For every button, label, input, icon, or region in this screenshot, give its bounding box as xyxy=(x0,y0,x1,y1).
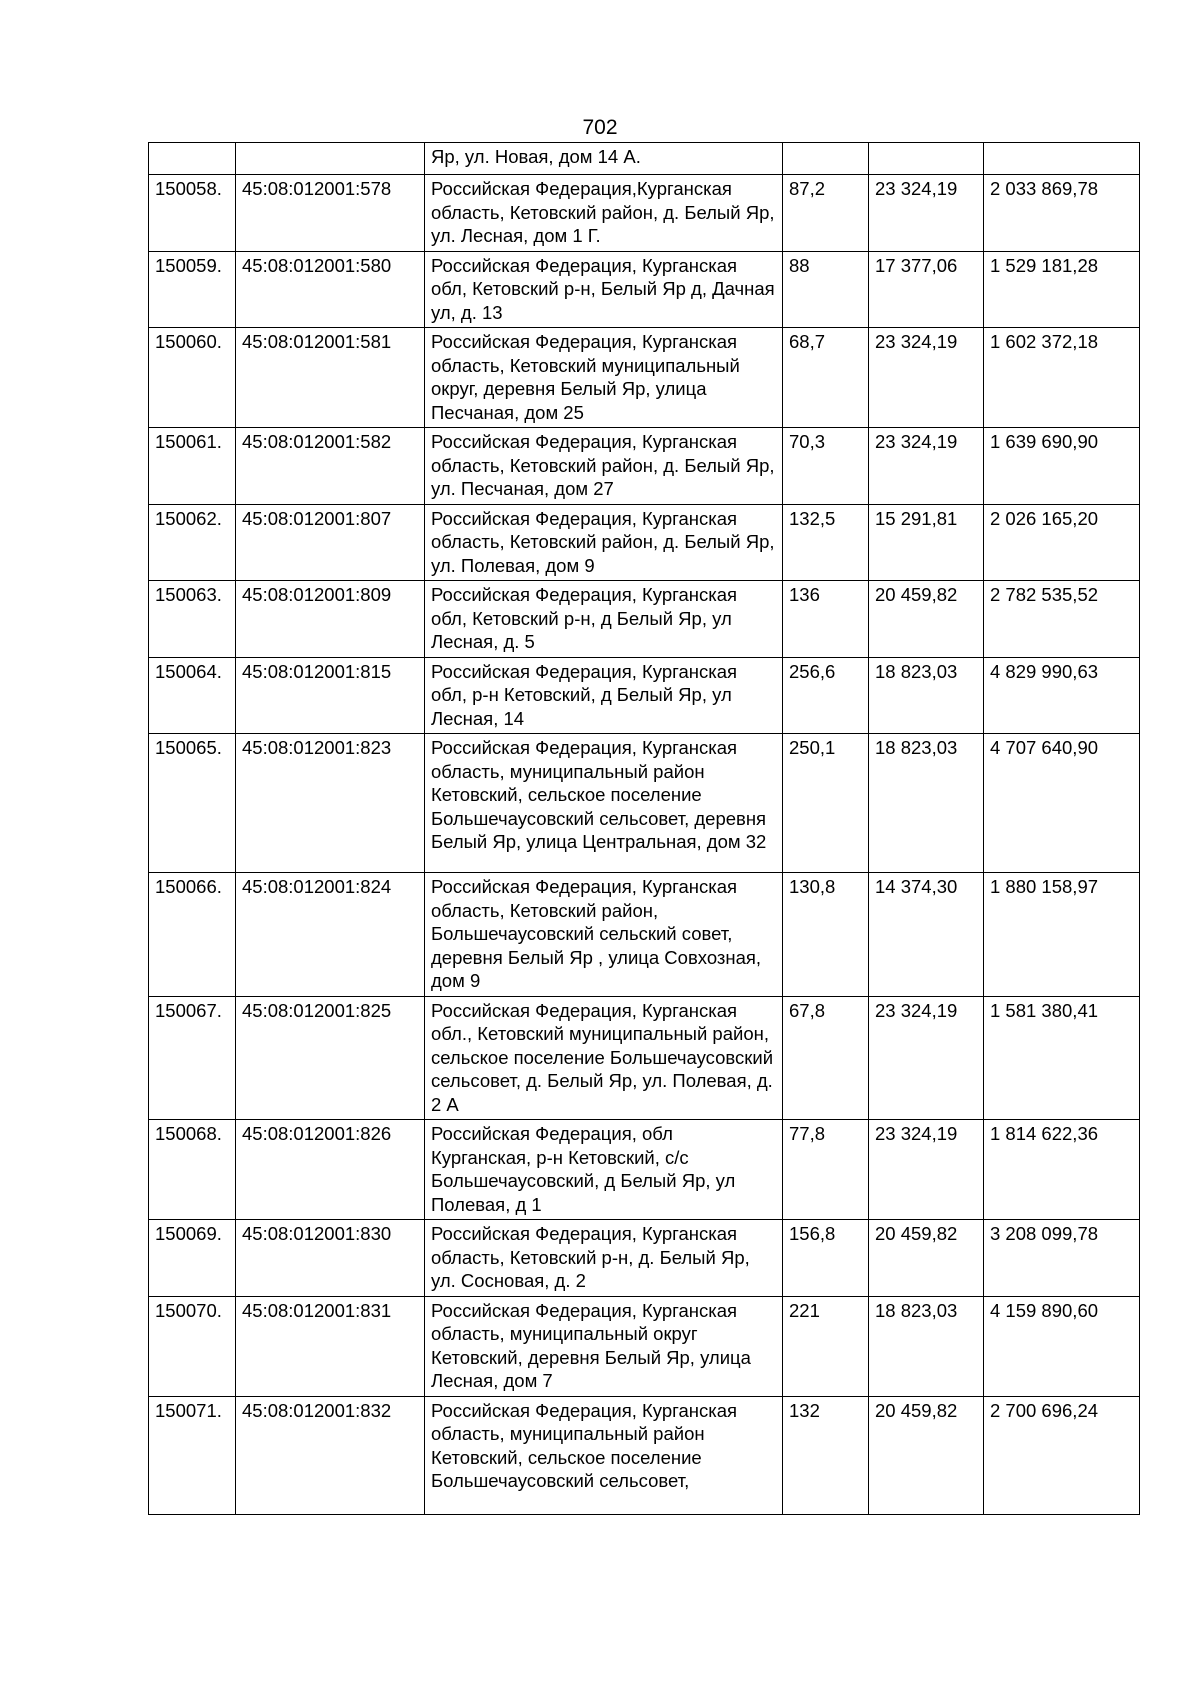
cadastral-number-cell xyxy=(236,143,425,175)
table-row xyxy=(149,996,1140,1120)
cadastral-value-cell: 1 602 372,18 xyxy=(984,328,1140,428)
row-number-cell: 150066. xyxy=(149,873,236,997)
row-number-cell: 150064. xyxy=(149,657,236,734)
cadastral-value-cell: 2 026 165,20 xyxy=(984,504,1140,581)
cadastral-number-cell: 45:08:012001:830 xyxy=(236,1220,425,1297)
cadastral-value-cell: 1 581 380,41 xyxy=(984,996,1140,1120)
cadastral-value-cell: 2 700 696,24 xyxy=(984,1396,1140,1514)
address-cell: Российская Федерация, Курганская область, муниципальный район Кетовский, сельское поселение Большечаусовский сельсовет, xyxy=(425,1396,783,1514)
area-cell: 87,2 xyxy=(783,175,869,252)
table-row xyxy=(149,873,1140,997)
area-cell: 136 xyxy=(783,581,869,658)
registry-table xyxy=(148,142,1140,1515)
area-cell: 68,7 xyxy=(783,328,869,428)
cadastral-number-cell: 45:08:012001:578 xyxy=(236,175,425,252)
cadastral-number-cell: 45:08:012001:824 xyxy=(236,873,425,997)
unit-value-cell: 20 459,82 xyxy=(869,1396,984,1514)
cadastral-number-cell: 45:08:012001:831 xyxy=(236,1296,425,1396)
area-cell: 77,8 xyxy=(783,1120,869,1220)
cadastral-number-cell: 45:08:012001:580 xyxy=(236,251,425,328)
area-cell: 256,6 xyxy=(783,657,869,734)
table-row xyxy=(149,1120,1140,1220)
row-number-cell: 150061. xyxy=(149,428,236,505)
unit-value-cell: 20 459,82 xyxy=(869,581,984,658)
cadastral-number-cell: 45:08:012001:582 xyxy=(236,428,425,505)
table-row xyxy=(149,328,1140,428)
row-number-cell: 150060. xyxy=(149,328,236,428)
area-cell: 88 xyxy=(783,251,869,328)
address-cell: Российская Федерация, Курганская обл, Кетовский р-н, Белый Яр д, Дачная ул, д. 13 xyxy=(425,251,783,328)
cadastral-value-cell: 4 159 890,60 xyxy=(984,1296,1140,1396)
area-cell: 250,1 xyxy=(783,734,869,873)
row-number-cell: 150070. xyxy=(149,1296,236,1396)
table-row xyxy=(149,581,1140,658)
row-number-cell: 150059. xyxy=(149,251,236,328)
cadastral-number-cell: 45:08:012001:809 xyxy=(236,581,425,658)
table-row xyxy=(149,734,1140,873)
address-cell: Российская Федерация, Курганская область, Кетовский район, д. Белый Яр, ул. Полевая, дом 9 xyxy=(425,504,783,581)
cadastral-value-cell: 1 639 690,90 xyxy=(984,428,1140,505)
cadastral-value-cell xyxy=(984,143,1140,175)
address-cell: Российская Федерация, обл Курганская, р-н Кетовский, с/с Большечаусовский, д Белый Яр, ул Полевая, д 1 xyxy=(425,1120,783,1220)
unit-value-cell: 14 374,30 xyxy=(869,873,984,997)
table-row xyxy=(149,428,1140,505)
address-cell: Российская Федерация, Курганская обл., Кетовский муниципальный район, сельское поселение Большечаусовский сельсовет, д. Белый Яр, ул. Полевая, д. 2 А xyxy=(425,996,783,1120)
table-row xyxy=(149,175,1140,252)
cadastral-value-cell: 2 782 535,52 xyxy=(984,581,1140,658)
cadastral-value-cell: 4 707 640,90 xyxy=(984,734,1140,873)
cadastral-number-cell: 45:08:012001:823 xyxy=(236,734,425,873)
address-cell: Российская Федерация, Курганская область, муниципальный округ Кетовский, деревня Белый Яр, улица Лесная, дом 7 xyxy=(425,1296,783,1396)
row-number-cell: 150071. xyxy=(149,1396,236,1514)
unit-value-cell: 23 324,19 xyxy=(869,328,984,428)
table-row xyxy=(149,657,1140,734)
unit-value-cell: 20 459,82 xyxy=(869,1220,984,1297)
cadastral-value-cell: 2 033 869,78 xyxy=(984,175,1140,252)
table-row xyxy=(149,1296,1140,1396)
table-row xyxy=(149,1220,1140,1297)
area-cell: 132,5 xyxy=(783,504,869,581)
unit-value-cell: 18 823,03 xyxy=(869,1296,984,1396)
row-number-cell: 150067. xyxy=(149,996,236,1120)
unit-value-cell: 23 324,19 xyxy=(869,175,984,252)
area-cell: 156,8 xyxy=(783,1220,869,1297)
area-cell: 67,8 xyxy=(783,996,869,1120)
unit-value-cell: 15 291,81 xyxy=(869,504,984,581)
table-row xyxy=(149,504,1140,581)
address-cell: Российская Федерация, Курганская обл, Кетовский р-н, д Белый Яр, ул Лесная, д. 5 xyxy=(425,581,783,658)
address-cell: Российская Федерация, Курганская область, Кетовский муниципальный округ, деревня Белый Яр, улица Песчаная, дом 25 xyxy=(425,328,783,428)
unit-value-cell: 23 324,19 xyxy=(869,1120,984,1220)
address-cell: Российская Федерация, Курганская обл, р-н Кетовский, д Белый Яр, ул Лесная, 14 xyxy=(425,657,783,734)
cadastral-value-cell: 4 829 990,63 xyxy=(984,657,1140,734)
row-number-cell: 150063. xyxy=(149,581,236,658)
row-number-cell: 150068. xyxy=(149,1120,236,1220)
address-cell: Российская Федерация, Курганская область, Кетовский р-н, д. Белый Яр, ул. Сосновая, д. 2 xyxy=(425,1220,783,1297)
unit-value-cell: 23 324,19 xyxy=(869,428,984,505)
cadastral-number-cell: 45:08:012001:826 xyxy=(236,1120,425,1220)
row-number-cell: 150065. xyxy=(149,734,236,873)
table-row xyxy=(149,1396,1140,1514)
cadastral-number-cell: 45:08:012001:825 xyxy=(236,996,425,1120)
cadastral-value-cell: 3 208 099,78 xyxy=(984,1220,1140,1297)
address-cell: Российская Федерация, Курганская область, Кетовский район, Большечаусовский сельский совет, деревня Белый Яр , улица Совхозная, дом 9 xyxy=(425,873,783,997)
cadastral-number-cell: 45:08:012001:815 xyxy=(236,657,425,734)
address-cell: Российская Федерация, Курганская область, Кетовский район, д. Белый Яр, ул. Песчаная, дом 27 xyxy=(425,428,783,505)
area-cell xyxy=(783,143,869,175)
row-number-cell: 150062. xyxy=(149,504,236,581)
row-number-cell xyxy=(149,143,236,175)
cadastral-number-cell: 45:08:012001:832 xyxy=(236,1396,425,1514)
address-cell: Российская Федерация, Курганская область, муниципальный район Кетовский, сельское поселение Большечаусовский сельсовет, деревня Белый Яр, улица Центральная, дом 32 xyxy=(425,734,783,873)
row-number-cell: 150058. xyxy=(149,175,236,252)
unit-value-cell: 23 324,19 xyxy=(869,996,984,1120)
unit-value-cell xyxy=(869,143,984,175)
unit-value-cell: 18 823,03 xyxy=(869,734,984,873)
cadastral-value-cell: 1 529 181,28 xyxy=(984,251,1140,328)
area-cell: 70,3 xyxy=(783,428,869,505)
table-row xyxy=(149,251,1140,328)
registry-table-body xyxy=(149,143,1140,1515)
area-cell: 132 xyxy=(783,1396,869,1514)
unit-value-cell: 17 377,06 xyxy=(869,251,984,328)
cadastral-value-cell: 1 880 158,97 xyxy=(984,873,1140,997)
cadastral-number-cell: 45:08:012001:807 xyxy=(236,504,425,581)
area-cell: 221 xyxy=(783,1296,869,1396)
row-number-cell: 150069. xyxy=(149,1220,236,1297)
area-cell: 130,8 xyxy=(783,873,869,997)
cadastral-number-cell: 45:08:012001:581 xyxy=(236,328,425,428)
table-row xyxy=(149,143,1140,175)
address-cell: Российская Федерация,Курганская область, Кетовский район, д. Белый Яр, ул. Лесная, дом 1 Г. xyxy=(425,175,783,252)
cadastral-value-cell: 1 814 622,36 xyxy=(984,1120,1140,1220)
page-number: 702 xyxy=(582,116,618,139)
unit-value-cell: 18 823,03 xyxy=(869,657,984,734)
address-cell: Яр, ул. Новая, дом 14 А. xyxy=(425,143,783,175)
